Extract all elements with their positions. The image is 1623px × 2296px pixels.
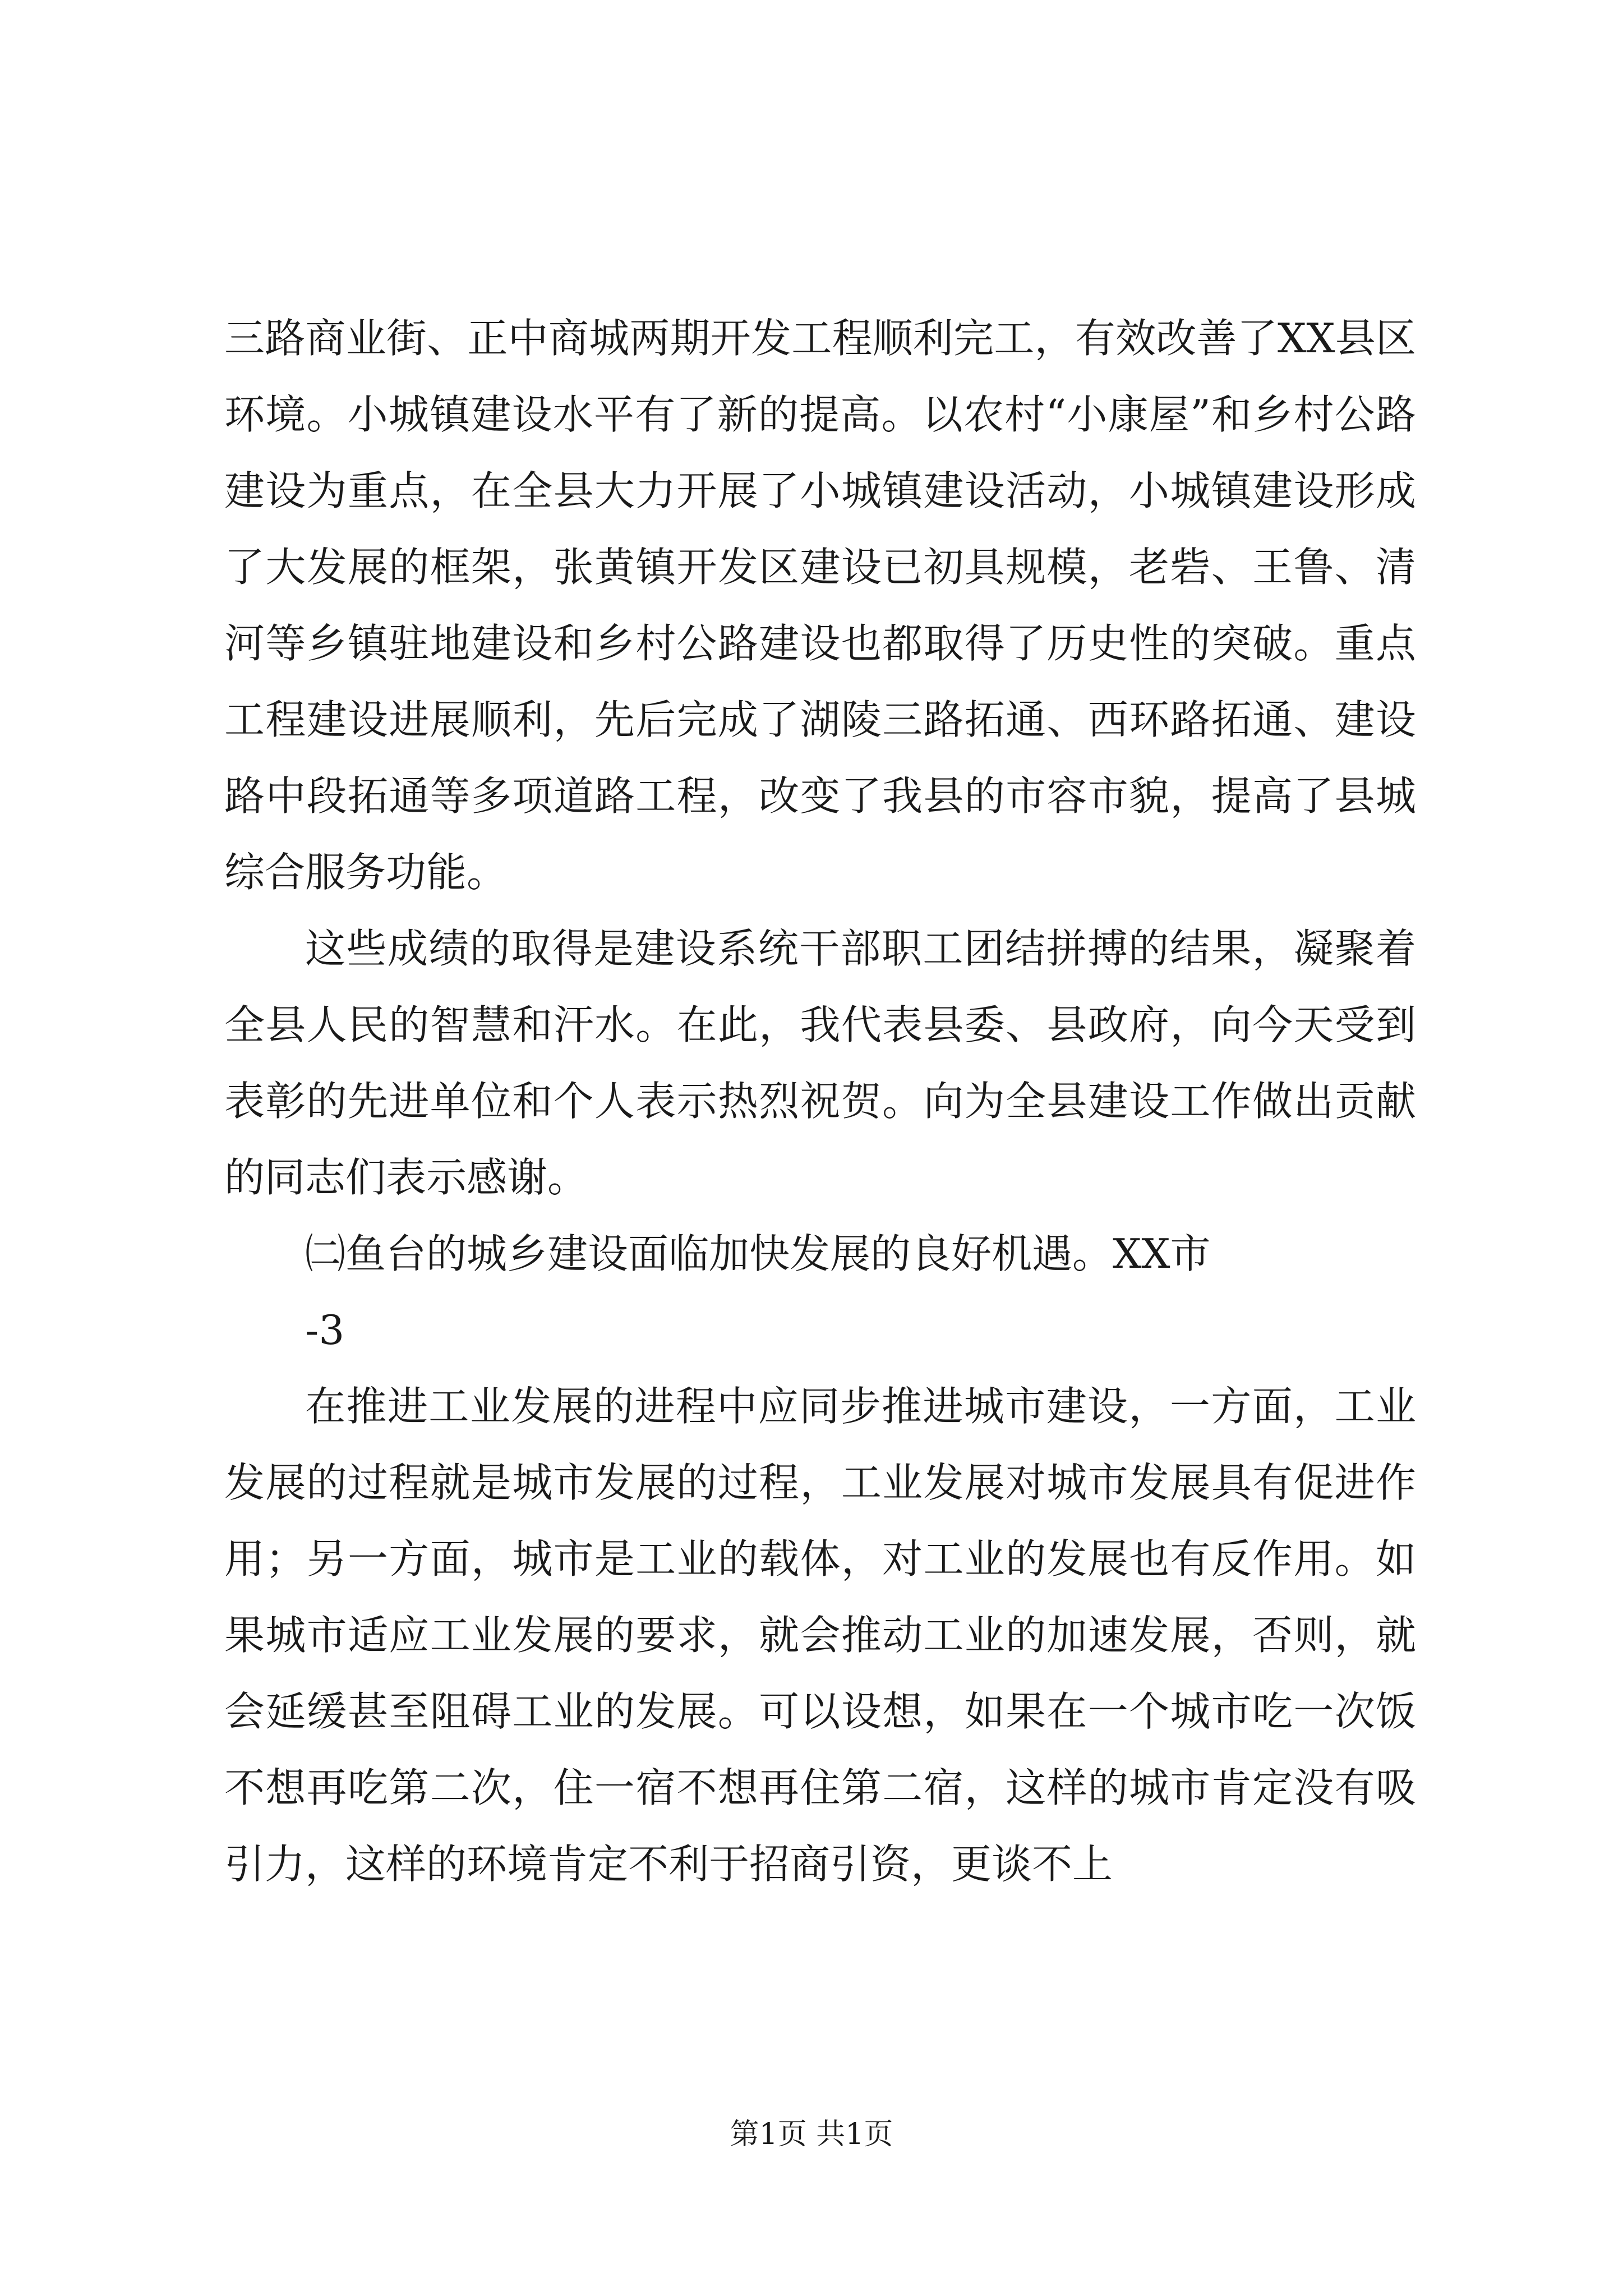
- page-fragment-marker: -3: [305, 1306, 345, 1354]
- paragraph-industry: 在推进工业发展的进程中应同步推进城市建设，一方面，工业发展的过程就是城市发展的过程，工业发展对城市发展具有促进作用；另一方面，城市是工业的载体，对工业的发展也有反作用。如果城市适应工业发展的要求，就会推动工业的加速发展，否则，就会延缓甚至阻碍工业的发展。可以设想，如果在一个城市吃一次饭不想再吃第二次，住一宿不想再住第二宿，这样的城市肯定没有吸引力，这样的环境肯定不利于招商引资，更谈不上: [224, 1383, 1416, 1888]
- section-heading: ㈡鱼台的城乡建设面临加快发展的良好机遇。XX市: [305, 1230, 1211, 1277]
- page-number-footer: 第1页 共1页: [730, 2118, 893, 2151]
- document-body: [224, 300, 1416, 1902]
- paragraph-achievements: 这些成绩的取得是建设系统干部职工团结拼搏的结果，凝聚着全县人民的智慧和汗水。在此，我代表县委、县政府，向今天受到表彰的先进单位和个人表示热烈祝贺。向为全县建设工作做出贡献的同志们表示感谢。: [224, 925, 1416, 1201]
- paragraph-continuation: 三路商业街、正中商城两期开发工程顺利完工，有效改善了XX县区环境。小城镇建设水平有了新的提高。以农村“小康屋”和乡村公路建设为重点，在全县大力开展了小城镇建设活动，小城镇建设形成了大发展的框架，张黄镇开发区建设已初具规模，老砦、王鲁、清河等乡镇驻地建设和乡村公路建设也都取得了历史性的突破。重点工程建设进展顺利，先后完成了湖陵三路拓通、西环路拓通、建设路中段拓通等多项道路工程，改变了我县的市容市貌，提高了县城综合服务功能。: [224, 315, 1416, 896]
